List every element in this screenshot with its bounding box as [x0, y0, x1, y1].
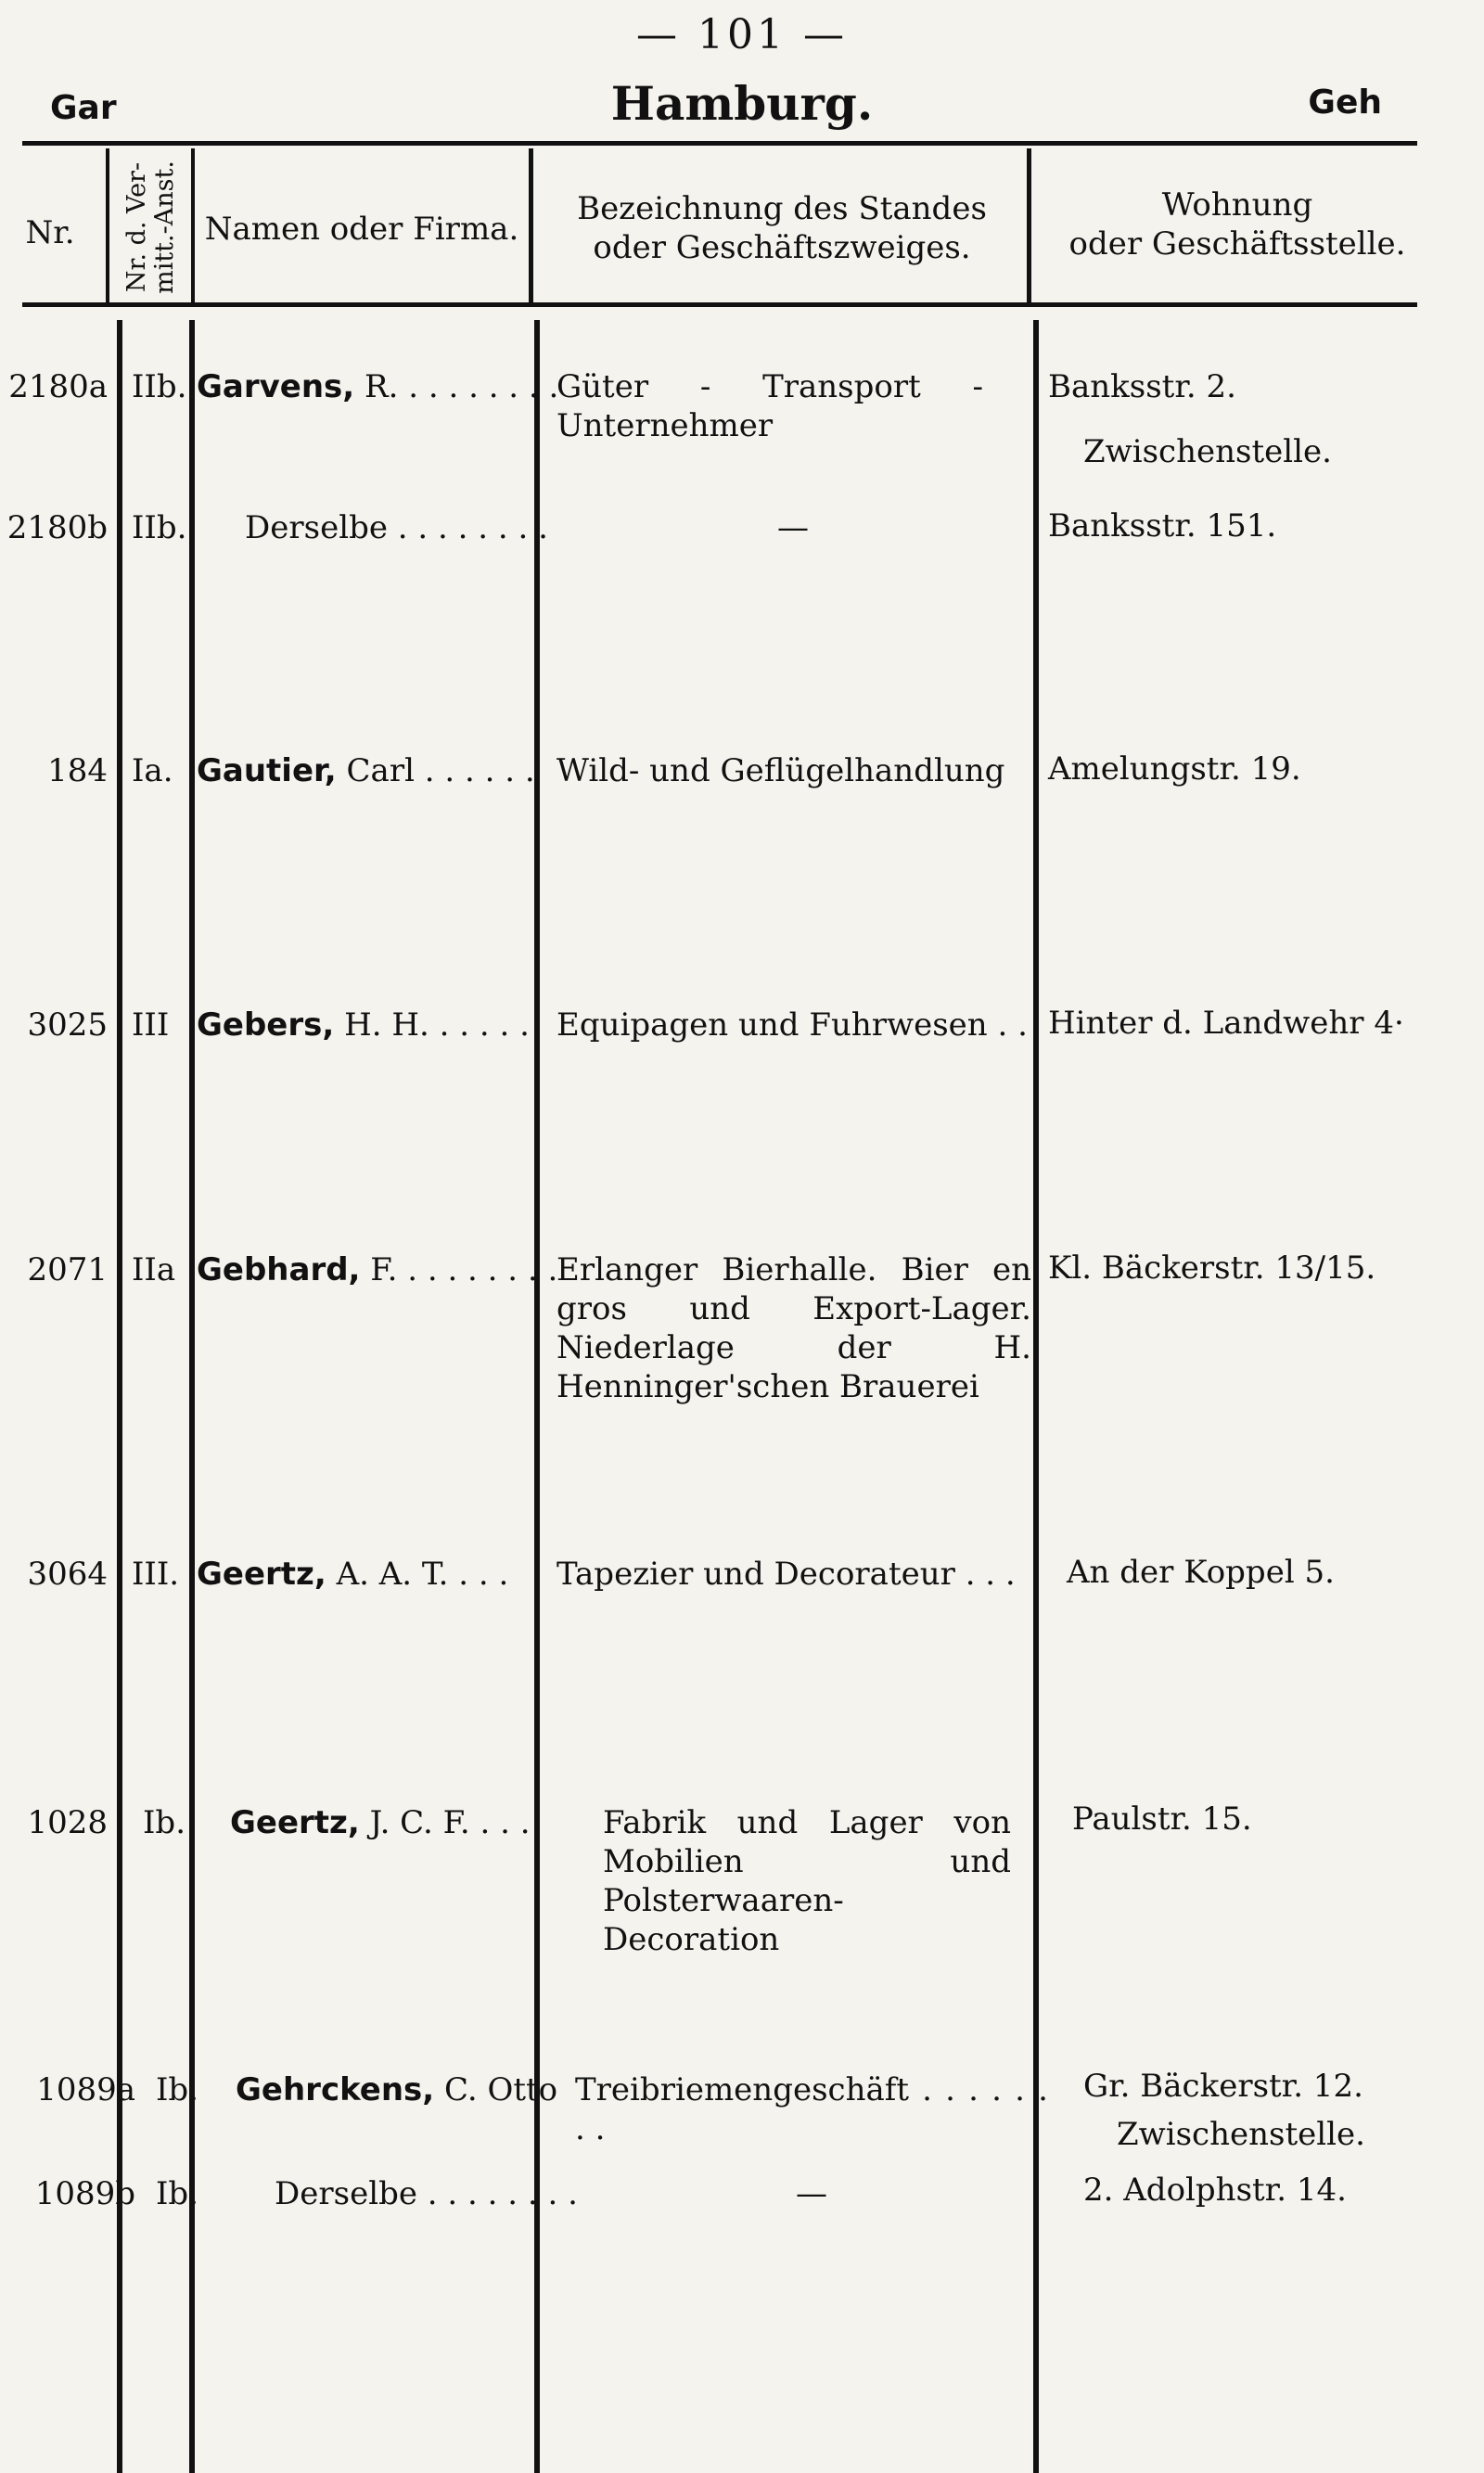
entry-class: IIb. [132, 509, 187, 546]
entry-name [197, 1006, 531, 1044]
entry-trade: Erlanger Bierhalle. Bier en gros und Export-Lager. Niederlage der H. Henninger'schen Brauerei [556, 1251, 1031, 1405]
entry-name [197, 1250, 558, 1289]
entry-class: III [132, 1006, 170, 1044]
header-divider-3 [529, 148, 533, 302]
entry-surname: Garvens, [197, 368, 355, 405]
column-header-address: Wohnung oder Geschäftsstelle. [1068, 186, 1406, 263]
running-head-left: Gar [50, 89, 117, 127]
entry-surname: Gehrckens, [236, 2071, 435, 2108]
entry-number: 1089a [36, 2071, 135, 2108]
entry-surname: Gebhard, [197, 1251, 361, 1288]
page-number: — 101 — [636, 11, 848, 58]
column-header-trade: Bezeichnung des Standes oder Geschäftszweiges. [577, 190, 987, 266]
entry-address: Hinter d. Landwehr 4· [1048, 1005, 1404, 1042]
entry-class: Ib. [156, 2175, 199, 2212]
entry-trade: — [777, 509, 809, 546]
entry-number: 1028 [27, 1804, 108, 1841]
entry-given-name: H. H. . . . . . [344, 1006, 530, 1044]
entry-trade: Fabrik und Lager von Mobilien und Polsterwaaren-Decoration [603, 1804, 1011, 1958]
entry-trade: Equipagen und Fuhrwesen . . [556, 1006, 1028, 1044]
header-divider-4 [1027, 148, 1031, 302]
column-header-vermitt [109, 148, 193, 306]
entry-given-name: Derselbe . . . . . . . . [245, 509, 548, 546]
entry-number: 3025 [27, 1006, 108, 1044]
entry-given-name: Derselbe . . . . . . . . [275, 2175, 578, 2212]
entry-surname: Geertz, [230, 1804, 360, 1841]
entry-number: 1089b [34, 2175, 135, 2212]
running-head-center: Hamburg. [610, 76, 874, 131]
entry-class: III. [132, 1556, 180, 1593]
entry-class: IIb. [132, 368, 187, 405]
entry-class: IIa [132, 1251, 176, 1288]
entry-address-note: Zwischenstelle. [1117, 2116, 1365, 2153]
entry-surname: Gautier, [197, 752, 337, 789]
body-divider-2 [189, 320, 195, 2473]
top-rule [22, 141, 1417, 146]
entry-name [236, 2070, 558, 2109]
entry-given-name: F. . . . . . . . . [370, 1251, 558, 1288]
column-header-vermitt-text: Nr. d. Ver- mitt.-Anst. [122, 160, 179, 294]
entry-class: Ib. [143, 1804, 186, 1841]
entry-trade: Güter - Transport - Unternehmer [556, 368, 983, 444]
entry-trade: Tapezier und Decorateur . . . [556, 1556, 1016, 1593]
entry-given-name: R. . . . . . . . . [365, 368, 559, 405]
entry-address-note: Zwischenstelle. [1083, 433, 1332, 470]
entry-address: An der Koppel 5. [1067, 1554, 1335, 1591]
entry-given-name: J. C. F. . . . [369, 1804, 531, 1841]
entry-name [245, 508, 579, 547]
entry-given-name: A. A. T. . . . [336, 1556, 509, 1593]
entry-address: Amelungstr. 19. [1048, 750, 1301, 788]
entry-number: 2071 [27, 1251, 108, 1288]
body-divider-1 [117, 320, 122, 2473]
entry-given-name: Carl . . . . . . [346, 752, 535, 789]
entry-address: Gr. Bäckerstr. 12. [1083, 2068, 1363, 2105]
entry-trade: Treibriemengeschäft . . . . . . . . [575, 2071, 1048, 2147]
body-divider-4 [1033, 320, 1039, 2473]
entry-address: Banksstr. 151. [1048, 507, 1277, 545]
column-header-name: Namen oder Firma. [204, 211, 519, 248]
entry-class: Ib. [156, 2071, 199, 2108]
entry-trade: Wild- und Geflügelhandlung [556, 752, 1005, 789]
entry-number: 2180a [8, 368, 108, 405]
running-head-right: Geh [1308, 83, 1382, 122]
entry-address: Banksstr. 2. [1048, 368, 1236, 405]
entry-trade: — [796, 2175, 827, 2212]
entry-number: 2180b [6, 509, 108, 546]
entry-class: Ia. [132, 752, 173, 789]
entry-name [197, 751, 535, 790]
entry-name [197, 367, 559, 406]
entry-number: 184 [47, 752, 108, 789]
header-rule [22, 302, 1417, 307]
body-divider-3 [534, 320, 540, 2473]
entry-surname: Geertz, [197, 1556, 326, 1593]
entry-name [275, 2174, 608, 2213]
entry-address: 2. Adolphstr. 14. [1083, 2172, 1347, 2209]
entry-name [197, 1555, 531, 1594]
entry-given-name: C. Otto [444, 2071, 558, 2108]
column-header-nr: Nr. [25, 214, 75, 251]
entry-address: Paulstr. 15. [1072, 1800, 1252, 1838]
entry-name [230, 1803, 564, 1842]
entry-address: Kl. Bäckerstr. 13/15. [1048, 1249, 1376, 1287]
entry-surname: Gebers, [197, 1006, 335, 1044]
entry-number: 3064 [27, 1556, 108, 1593]
